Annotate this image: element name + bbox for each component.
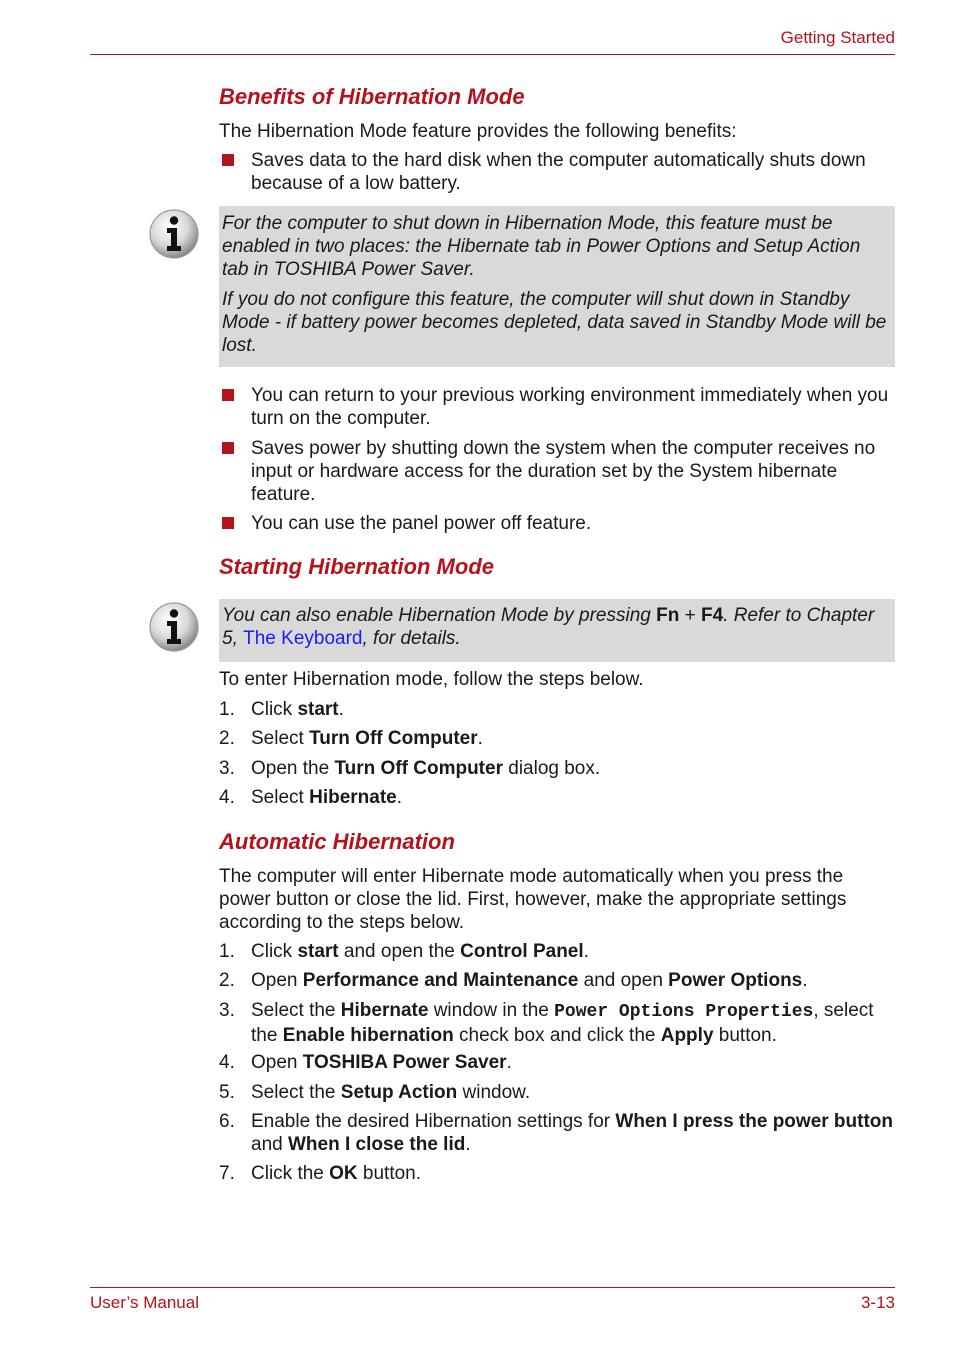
running-header: Getting Started xyxy=(780,28,895,47)
step-item: 2. Select Turn Off Computer. xyxy=(219,728,483,749)
note-text: For the computer to shut down in Hibernation Mode, this feature must be enabled in two places: the Hibernate tab in Power Options and Setup Action tab in TOSHIBA Power Saver. xyxy=(222,213,861,280)
section-title-benefits: Benefits of Hibernation Mode xyxy=(219,84,525,109)
note-box-hibernation-config xyxy=(219,206,895,367)
note-box-shortcut xyxy=(219,599,895,662)
list-item: You can use the panel power off feature. xyxy=(219,512,895,535)
step-item: 4. Open TOSHIBA Power Saver. xyxy=(219,1052,512,1073)
step-item: 1. Click start and open the Control Panel. xyxy=(219,941,589,962)
bullet-square-icon xyxy=(222,442,234,454)
list-item: Saves power by shutting down the system when the computer receives no input or hardware access for the duration set by the System hibernate feature. xyxy=(219,437,895,506)
step-item: 5. Select the Setup Action window. xyxy=(219,1082,531,1103)
page-number: 3-13 xyxy=(860,1293,895,1312)
step-item: 4. Select Hibernate. xyxy=(219,787,403,808)
note-text: If you do not configure this feature, the computer will shut down in Standby Mode - if battery power becomes depleted, data saved in Standby Mode will be lost. xyxy=(222,289,887,356)
bullet-square-icon xyxy=(222,517,234,529)
section-title-automatic: Automatic Hibernation xyxy=(219,829,455,854)
note-text: You can also enable Hibernation Mode by pressing Fn + F4. Refer to Chapter 5, The Keyboard, for details. xyxy=(222,605,875,649)
automatic-intro: The computer will enter Hibernate mode automatically when you press the power button or close the lid. First, however, make the appropriate settings according to the steps below. xyxy=(219,866,847,933)
info-icon xyxy=(148,208,200,260)
keyboard-chapter-link[interactable]: The Keyboard xyxy=(243,628,363,649)
header-rule xyxy=(90,54,895,55)
list-item: You can return to your previous working environment immediately when you turn on the computer. xyxy=(219,384,895,430)
bullet-square-icon xyxy=(222,389,234,401)
footer-manual-title: User’s Manual xyxy=(90,1293,199,1312)
step-item: 3. Open the Turn Off Computer dialog box. xyxy=(219,758,601,779)
bullet-square-icon xyxy=(222,154,234,166)
benefits-intro: The Hibernation Mode feature provides the following benefits: xyxy=(219,121,737,142)
step-item: 2. Open Performance and Maintenance and open Power Options. xyxy=(219,970,808,991)
section-title-starting: Starting Hibernation Mode xyxy=(219,554,494,579)
step-item: 7. Click the OK button. xyxy=(219,1163,422,1184)
step-item: 3. Select the Hibernate window in the Power Options Properties, select the Enable hibernation check box and click the Apply button. xyxy=(219,1000,874,1046)
starting-intro: To enter Hibernation mode, follow the steps below. xyxy=(219,669,644,690)
list-item: Saves data to the hard disk when the computer automatically shuts down because of a low battery. xyxy=(219,149,895,195)
step-item: 6. Enable the desired Hibernation settings for When I press the power button and When I close the lid. xyxy=(219,1111,894,1155)
footer-rule xyxy=(90,1287,895,1288)
info-icon xyxy=(148,601,200,653)
step-item: 1. Click start. xyxy=(219,699,344,720)
